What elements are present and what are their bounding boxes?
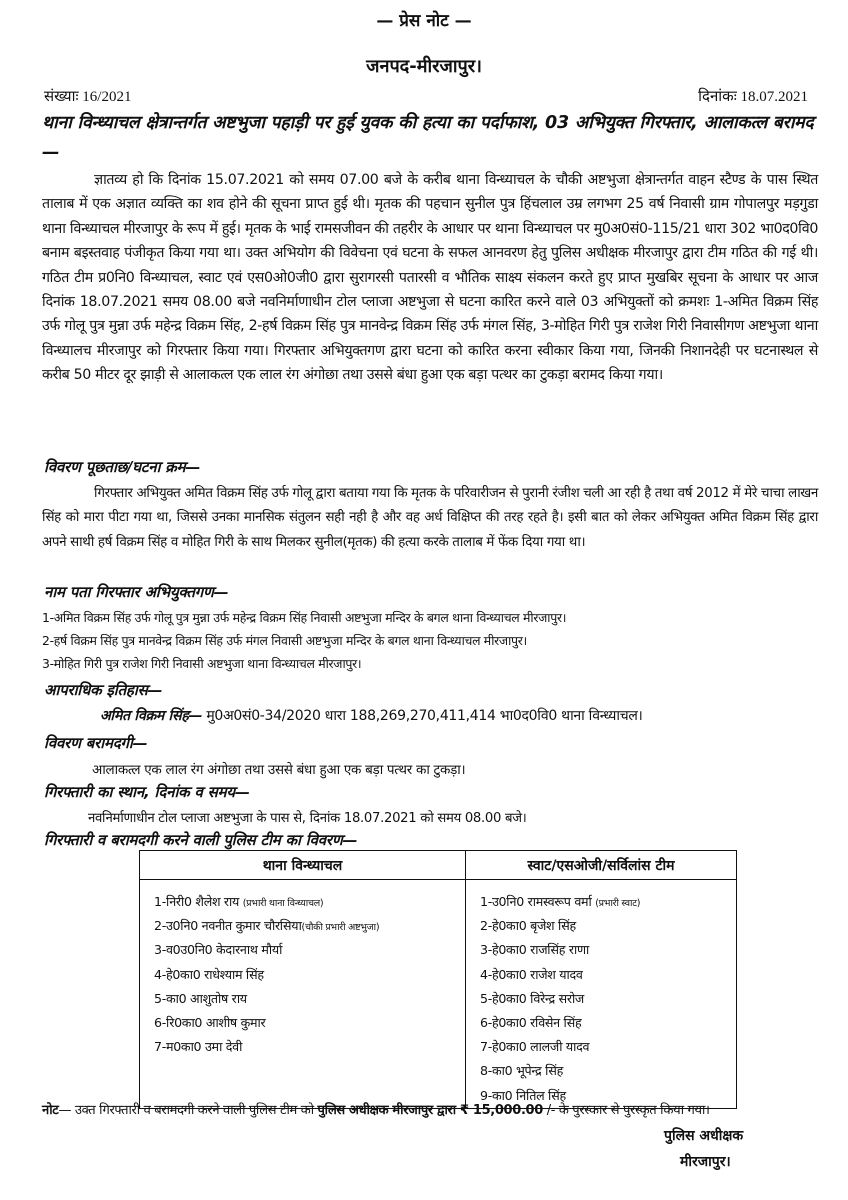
team-col2-header: स्वाट/एसओजी/सर्विलांस टीम — [466, 851, 737, 880]
police-team-table — [139, 850, 737, 1109]
intro-text: ज्ञातव्य हो कि दिनांक 15.07.2021 को समय 07.00 बजे के करीब थाना विन्ध्याचल के चौकी अष्टभुजा क्षेत्रान्तर्गत वाहन स्टैण्ड के पास स्थित तालाब में एक अज्ञात व्यक्ति का शव होने की सूचना प्राप्त हुई थी। मृतक की पहचान सुनील पुत्र हिंचलाल उम्र लगभग 25 वर्ष निवासी ग्राम गोपालपुर मड़गुडा थाना विन्ध्याचल मीरजापुर के रूप में हुई। मृतक के भाई रामसजीवन की तहरीर के आधार पर थाना विन्ध्याचल पर मु0अ0सं0-115/21 धारा 302 भा0द0वि0 बनाम बइस्तवाह पंजीकृत किया गया था। उक्त अभियोग की विवेचना एवं घटना के सफल आनवरण हेतु पुलिस अधीक्षक मीरजापुर द्वारा टीम गठित की गई थी। गठित टीम प्र0नि0 विन्ध्याचल, स्वाट एवं एस0ओ0जी0 द्वारा सुरागरसी पतारसी व भौतिक साक्ष्य संकलन करते हुए प्राप्त मुखबिर सूचना के आधार पर आज दिनांक 18.07.2021 समय 08.00 बजे नवनिर्माणाधीन टोल प्लाजा अष्टभुजा से घटना कारित करने वाले 03 अभियुक्तों को क्रमशः 1-अमित विक्रम सिंह उर्फ गोलू पुत्र मुन्ना उर्फ महेन्द्र विक्रम सिंह, 2-हर्ष विक्रम सिंह पुत्र मानवेन्द्र विक्रम सिंह उर्फ मंगल सिंह, 3-मोहित गिरी पुत्र राजेश गिरी निवासीगण अष्टभुजा थाना विन्ध्यालच मीरजापुर को गिरफ्तार किया गया। गिरफ्तार अभियुक्तगण द्वारा घटना को कारित करना स्वीकार किया गया, जिनकी निशानदेही पर घटनास्थल से करीब 50 मीटर दूर झाड़ी से आलाकत्ल एक लाल रंग अंगोछा तथा उससे बंधा हुआ एक बड़ा पत्थर का टुकड़ा बरामद किया गया। — [42, 172, 818, 384]
criminal-name: अमित विक्रम सिंह— — [100, 708, 203, 724]
arrest-place-heading: गिरफ्तारी का स्थान, दिनांक व समय— — [44, 783, 250, 801]
team-member: 3-हे0का0 राजसिंह राणा — [480, 942, 590, 958]
team-table-header-row — [140, 851, 737, 880]
reference-number: संख्याः 16/2021 — [44, 89, 132, 105]
team-member: 2-हे0का0 बृजेश सिंह — [480, 918, 576, 934]
accused-item: 2-हर्ष विक्रम सिंह पुत्र मानवेन्द्र विक्रम सिंह उर्फ मंगल निवासी अष्टभुजा मन्दिर के बगल थाना विन्ध्याचल मीरजापुर। — [42, 633, 527, 648]
team-table-body-row — [140, 880, 737, 1109]
reward-note — [42, 1100, 822, 1118]
intro-paragraph — [42, 168, 818, 388]
signature-place: मीरजापुर। — [680, 1154, 731, 1170]
team-member: 6-हे0का0 रविसेन सिंह — [480, 1014, 582, 1030]
team-member: 4-हे0का0 राधेश्याम सिंह — [154, 966, 264, 982]
team-heading: गिरफ्तारी व बरामदगी करने वाली पुलिस टीम का विवरण— — [44, 831, 358, 849]
team-member: 8-का0 भूपेन्द्र सिंह — [480, 1063, 563, 1079]
note-reward: पुलिस अधीक्षक मीरजापुर द्वारा ₹ 15,000.00 — [317, 1103, 543, 1118]
criminal-case: मु0अ0सं0-34/2020 धारा 188,269,270,411,414 भा0द0वि0 थाना विन्ध्याचल। — [206, 708, 643, 724]
team-member: 5-का0 आशुतोष राय — [154, 990, 247, 1006]
team-col1-header: थाना विन्ध्याचल — [140, 851, 466, 880]
team-member: 9-का0 नितिल सिंह — [480, 1087, 566, 1103]
press-note-title: थाना विन्ध्याचल क्षेत्रान्तर्गत अष्टभुजा पहाड़ी पर हुई युवक की हत्या का पर्दाफाश, 03 अभियुक्त गिरफ्तार, आलाकत्ल बरामद— — [42, 113, 814, 163]
criminal-history-heading: आपराधिक इतिहास— — [44, 681, 163, 699]
team-member: 7-हे0का0 लालजी यादव — [480, 1039, 590, 1055]
press-note-heading: — प्रेस नोट — — [376, 11, 472, 31]
team-member: 1-उ0नि0 रामस्वरूप वर्मा (प्रभारी स्वाट) — [480, 894, 641, 909]
criminal-history-entry — [100, 706, 643, 725]
thana-team-cell — [140, 880, 466, 1109]
interrogation-heading: विवरण पूछताछ/घटना क्रम— — [44, 458, 201, 476]
team-member: 1-निरी0 शैलेश राय (प्रभारी थाना विन्ध्याचल) — [154, 894, 324, 909]
swat-team-cell — [466, 880, 737, 1109]
team-member: 3-व0उ0नि0 केदारनाथ मौर्या — [154, 942, 283, 958]
recovery-heading: विवरण बरामदगी— — [44, 734, 148, 752]
team-member: 2-उ0नि0 नवनीत कुमार चौरसिया(चौकी प्रभारी अष्टभुजा) — [154, 918, 380, 934]
team-member: 6-रि0का0 आशीष कुमार — [154, 1014, 266, 1030]
note-text: — उक्त गिरफ्तारी व बरामदगी करने वाली पुलिस टीम को — [58, 1103, 314, 1118]
team-member: 5-हे0का0 विरेन्द्र सरोज — [480, 990, 584, 1006]
accused-heading: नाम पता गिरफ्तार अभियुक्तगण— — [44, 583, 229, 601]
accused-item: 3-मोहित गिरी पुत्र राजेश गिरी निवासी अष्टभुजा थाना विन्ध्याचल मीरजापुर। — [42, 656, 362, 671]
signature-title: पुलिस अधीक्षक — [664, 1128, 744, 1144]
interrogation-paragraph — [42, 482, 818, 555]
accused-item: 1-अमित विक्रम सिंह उर्फ गोलू पुत्र मुन्ना उर्फ महेन्द्र विक्रम सिंह निवासी अष्टभुजा मन्दिर के बगल थाना विन्ध्याचल मीरजापुर। — [42, 610, 567, 625]
interrogation-text: गिरफ्तार अभियुक्त अमित विक्रम सिंह उर्फ गोलू द्वारा बताया गया कि मृतक के परिवारीजन से पुरानी रंजीश चली आ रही है तथा वर्ष 2012 में मेरे चाचा लाखन सिंह को मारा पीटा गया था, जिससे उनका मानसिक संतुलन सही नही है और वह अर्ध विक्षिप्त की तरह रहते है। इसी बात को लेकर अभियुक्त अमित विक्रम सिंह द्वारा अपने साथी हर्ष विक्रम सिंह व मोहित गिरी के साथ मिलकर सुनील(मृतक) की हत्या करके तालाब में फेंक दिया गया था। — [42, 486, 818, 550]
team-member: 4-हे0का0 राजेश यादव — [480, 966, 583, 982]
note-text-end: /- के पुरस्कार से पुरस्कृत किया गया। — [546, 1103, 710, 1118]
issue-date: दिनांकः 18.07.2021 — [698, 89, 808, 105]
district-heading: जनपद-मीरजापुर। — [366, 56, 482, 77]
arrest-place-text: नवनिर्माणाधीन टोल प्लाजा अष्टभुजा के पास से, दिनांक 18.07.2021 को समय 08.00 बजे। — [88, 811, 527, 826]
recovery-text: आलाकत्ल एक लाल रंग अंगोछा तथा उससे बंधा हुआ एक बड़ा पत्थर का टुकड़ा। — [92, 762, 466, 778]
team-member: 7-म0का0 उमा देवी — [154, 1039, 243, 1055]
note-label: नोट — [42, 1103, 59, 1118]
